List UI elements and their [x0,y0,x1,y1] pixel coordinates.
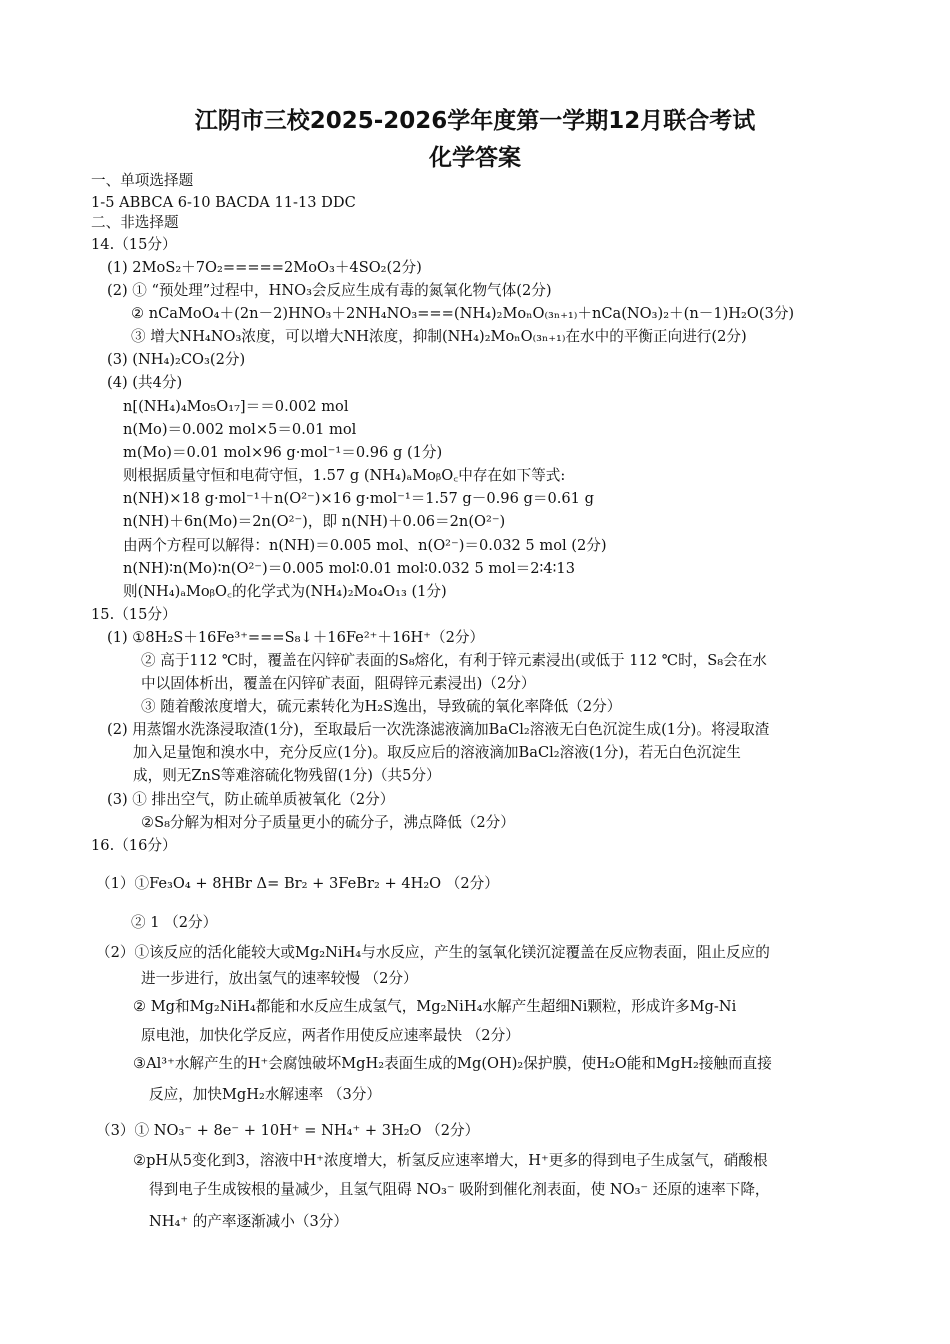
answer-line: ③ 增大NH₄NO₃浓度，可以增大NH浓度，抑制(NH₄)₂MoₙO₍₃ₙ₊₁₎在水中的平衡正向进行(2分) [131,328,747,345]
question-heading: 15.（15分） [91,606,177,623]
answer-line: ② 1 （2分） [131,914,218,931]
answer-line: (3) (NH₄)₂CO₃(2分) [107,351,246,368]
answer-line: 加入足量饱和溴水中，充分反应(1分)。取反应后的溶液滴加BaCl₂溶液(1分)，若无白色沉淀生 [133,744,741,761]
answer-line: 原电池，加快化学反应，两者作用使反应速率最快 （2分） [141,1027,520,1044]
answer-line: (2) ① “预处理”过程中，HNO₃会反应生成有毒的氮氧化物气体(2分) [107,282,552,299]
page-title: 江阴市三校2025-2026学年度第一学期12月联合考试 [194,108,756,134]
section-heading: 二、非选择题 [91,214,179,231]
answer-line: ② Mg和Mg₂NiH₄都能和水反应生成氢气，Mg₂NiH₄水解产生超细Ni颗粒，形成许多Mg-Ni [133,998,737,1015]
answer-line: ②pH从5变化到3，溶液中H⁺浓度增大，析氢反应速率增大，H⁺更多的得到电子生成氢气，硝酸根 [133,1152,768,1169]
answer-line: m(Mo)＝0.01 mol×96 g·mol⁻¹＝0.96 g (1分) [123,444,443,461]
answer-line: （3）① NO₃⁻ + 8e⁻ + 10H⁺ = NH₄⁺ + 3H₂O （2分） [96,1122,480,1139]
answer-line: ③ 随着酸浓度增大，硫元素转化为H₂S逸出，导致硫的氧化率降低（2分） [141,698,622,715]
answer-line: (1) 2MoS₂＋7O₂=====2MoO₃＋4SO₂(2分) [107,259,422,276]
answer-line: n(NH)×18 g·mol⁻¹＋n(O²⁻)×16 g·mol⁻¹＝1.57 g－0.96 g＝0.61 g [123,490,594,507]
answer-line: n[(NH₄)₄Mo₅O₁₇]＝＝0.002 mol [123,398,349,415]
answer-line: ③Al³⁺水解产生的H⁺会腐蚀破坏MgH₂表面生成的Mg(OH)₂保护膜，使H₂O能和MgH₂接触而直接 [133,1055,772,1072]
question-heading: 14.（15分） [91,236,177,253]
answer-line: 反应，加快MgH₂水解速率 （3分） [149,1086,381,1103]
answer-line: n(NH)∶n(Mo)∶n(O²⁻)＝0.005 mol∶0.01 mol∶0.032 5 mol＝2∶4∶13 [123,560,575,577]
answer-line: 由两个方程可以解得：n(NH)＝0.005 mol、n(O²⁻)＝0.032 5 mol (2分) [123,537,607,554]
answer-line: n(Mo)＝0.002 mol×5＝0.01 mol [123,421,357,438]
answer-line: (4) (共4分) [107,374,183,391]
answer-line: （2）①该反应的活化能较大或Mg₂NiH₄与水反应，产生的氢氧化镁沉淀覆盖在反应物表面，阻止反应的 [96,944,770,961]
answer-line: （1）①Fe₃O₄ + 8HBr Δ= Br₂ + 3FeBr₂ + 4H₂O （2分） [96,875,499,892]
answer-line: 得到电子生成铵根的量减少，且氢气阻碍 NO₃⁻ 吸附到催化剂表面，使 NO₃⁻ 还原的速率下降， [149,1181,770,1198]
answer-line: 成，则无ZnS等难溶硫化物残留(1分)（共5分） [133,767,441,784]
answer-line: 中以固体析出，覆盖在闪锌矿表面，阻碍锌元素浸出)（2分） [141,675,536,692]
section-heading: 一、单项选择题 [91,172,194,189]
answer-line: 1-5 ABBCA 6-10 BACDA 11-13 DDC [91,194,356,211]
answer-line: ②S₈分解为相对分子质量更小的硫分子，沸点降低（2分） [141,814,515,831]
answer-line: 进一步进行，放出氢气的速率较慢 （2分） [141,970,418,987]
answer-line: (3) ① 排出空气，防止硫单质被氧化（2分） [107,791,395,808]
answer-line: 则根据质量守恒和电荷守恒，1.57 g (NH₄)ₐMoᵦO꜀中存在如下等式: [123,467,566,484]
answer-line: n(NH)＋6n(Mo)＝2n(O²⁻)，即 n(NH)＋0.06＝2n(O²⁻) [123,513,506,530]
question-heading: 16.（16分） [91,837,177,854]
answer-line: (1) ①8H₂S＋16Fe³⁺===S₈↓＋16Fe²⁺＋16H⁺（2分） [107,629,485,646]
answer-line: ② 高于112 ℃时，覆盖在闪锌矿表面的S₈熔化，有利于锌元素浸出(或低于 112 ℃时，S₈会在水 [141,652,767,669]
page-subtitle: 化学答案 [429,145,521,171]
answer-line: 则(NH₄)ₐMoᵦO꜀的化学式为(NH₄)₂Mo₄O₁₃ (1分) [123,583,447,600]
answer-line: NH₄⁺ 的产率逐渐减小（3分） [149,1213,348,1230]
answer-line: (2) 用蒸馏水洗涤浸取渣(1分)，至取最后一次洗涤滤液滴加BaCl₂溶液无白色沉淀生成(1分)。将浸取渣 [107,721,770,738]
answer-line: ② nCaMoO₄＋(2n－2)HNO₃＋2NH₄NO₃===(NH₄)₂MoₙO₍₃ₙ₊₁₎＋nCa(NO₃)₂＋(n－1)H₂O(3分) [131,305,795,322]
